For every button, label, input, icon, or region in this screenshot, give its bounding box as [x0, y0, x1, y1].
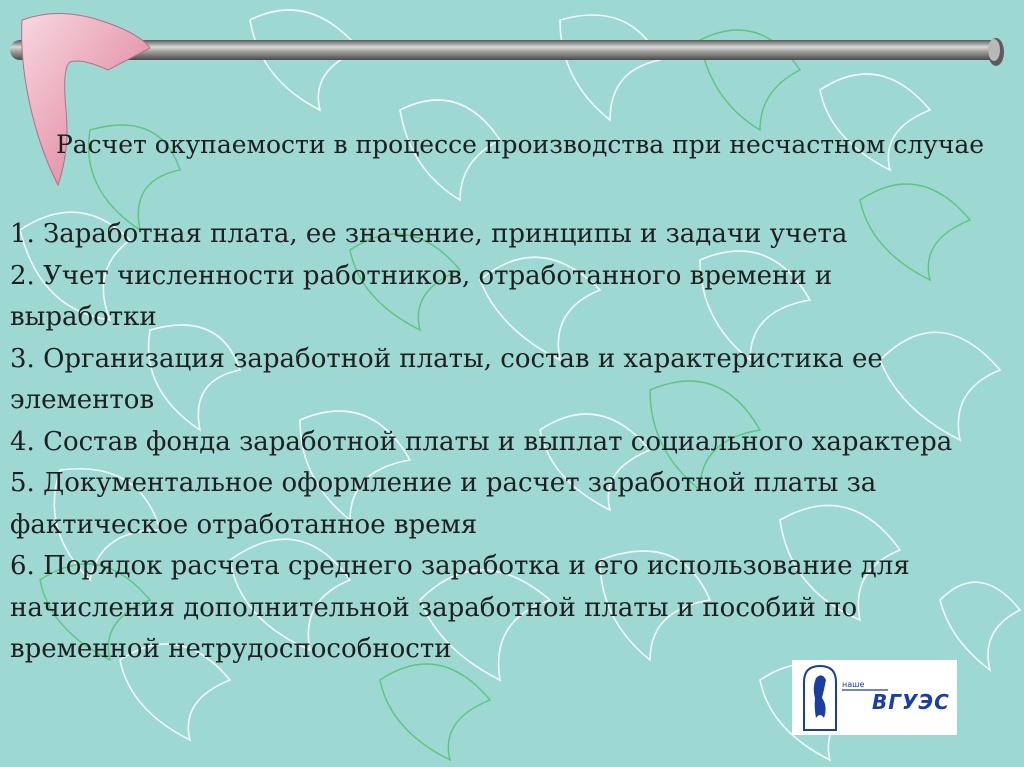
- topic-list: [10, 214, 970, 671]
- list-item: 4. Состав фонда заработной платы и выплат социального характера: [10, 426, 953, 457]
- list-item: 5. Документальное оформление и расчет заработной платы за фактическое отработанное время: [10, 468, 877, 540]
- list-item: 3. Организация заработной платы, состав и характеристика ее элементов: [10, 343, 883, 415]
- svg-text:наше: наше: [842, 680, 865, 689]
- list-item: 2. Учет численности работников, отработанного времени и выработки: [10, 260, 833, 332]
- list-item: 6. Порядок расчета среднего заработка и его использование для начисления дополнительной заработной платы и пособий по временной нетрудоспособности: [10, 551, 910, 664]
- university-logo: [792, 660, 957, 735]
- header-bar: [10, 40, 1000, 60]
- logo-text: ВГУЭС: [872, 690, 950, 714]
- slide-title: Расчет окупаемости в процессе производства при несчастном случае: [55, 130, 985, 159]
- list-item: 1. Заработная плата, ее значение, принципы и задачи учета: [10, 219, 848, 249]
